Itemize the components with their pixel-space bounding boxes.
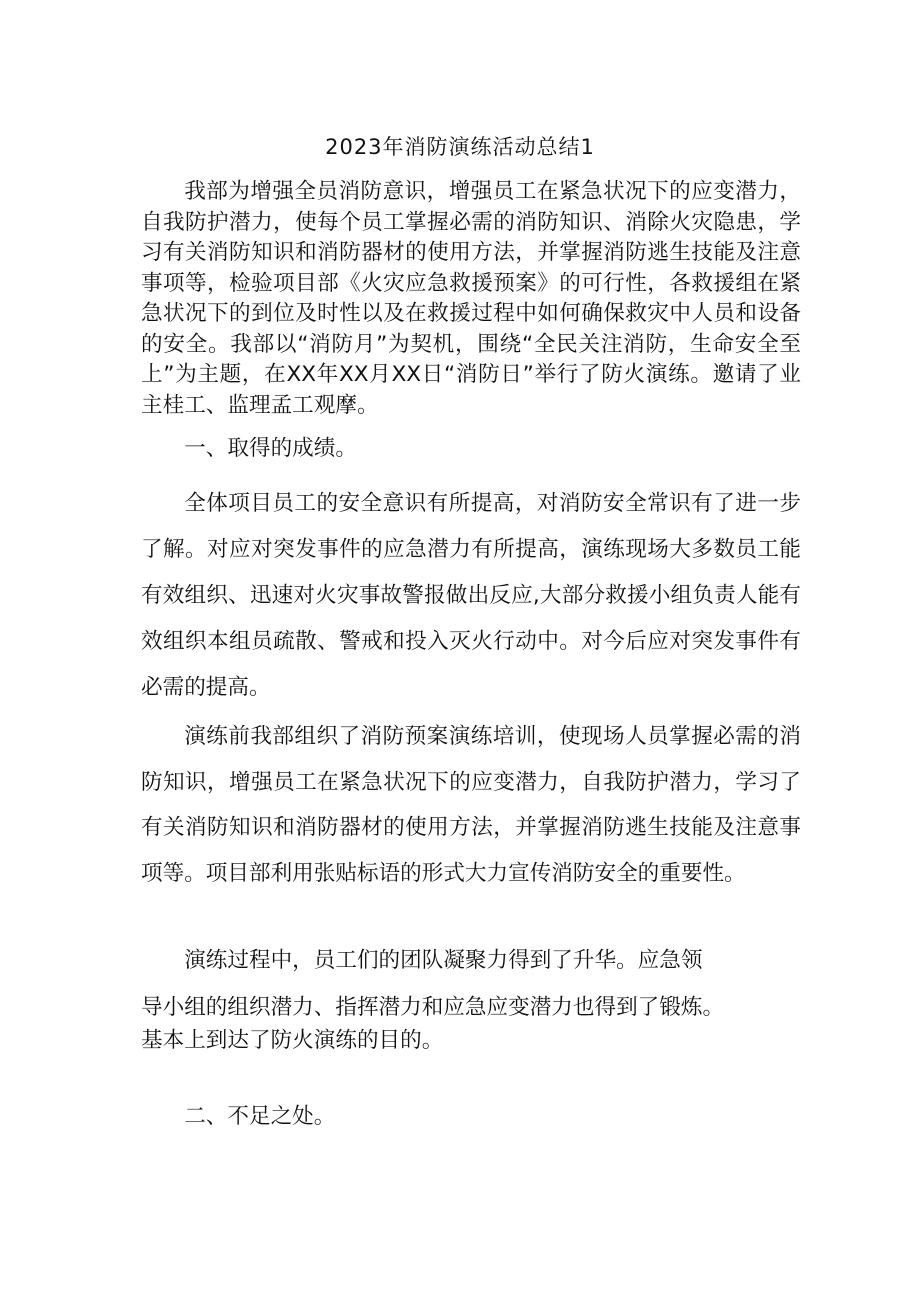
achievements-paragraph-1: 全体项目员工的安全意识有所提高，对消防安全常识有了进一步了解。对应对突发事件的应急潜力有所提高，演练现场大多数员工能有效组织、迅速对火灾事故警报做出反应,大部分救援小组负责人能有效组织本组员疏散、警戒和投入灭火行动中。对今后应对突发事件有必需的提高。 [141,491,801,700]
intro-paragraph: 我部为增强全员消防意识，增强员工在紧急状况下的应变潜力，自我防护潜力，使每个员工掌握必需的消防知识、消除火灾隐患，学习有关消防知识和消防器材的使用方法，并掌握消防逃生技能及注意事项等，检验项目部《火灾应急救援预案》的可行性，各救援组在紧急状况下的到位及时性以及在救援过程中如何确保救灾中人员和设备的安全。我部以“消防月”为契机，围绕“全民关注消防，生命安全至上”为主题，在XX年XX月XX日“消防日”举行了防火演练。邀请了业主桂工、监理孟工观摩。 [141,179,801,418]
section-heading-achievements: 一、取得的成绩。 [184,436,357,461]
document-title: 2023年消防演练活动总结1 [325,135,595,159]
achievements-paragraph-3-continuation [141,991,801,1057]
achievements-paragraph-3-line-3: 基本上到达了防火演练的目的。 [141,1028,444,1053]
section-heading-shortcomings: 二、不足之处。 [184,1104,336,1129]
achievements-paragraph-2: 演练前我部组织了消防预案演练培训，使现场人员掌握必需的消防知识，增强员工在紧急状况下的应变潜力，自我防护潜力，学习了有关消防知识和消防器材的使用方法，并掌握消防逃生技能及注意事项等。项目部利用张贴标语的形式大力宣传消防安全的重要性。 [141,724,801,886]
achievements-paragraph-3-line-2: 导小组的组织潜力、指挥潜力和应急应变潜力也得到了锻炼。 [141,995,725,1020]
achievements-paragraph-3-line-1: 演练过程中，员工们的团队凝聚力得到了升华。应急领 [184,948,703,973]
